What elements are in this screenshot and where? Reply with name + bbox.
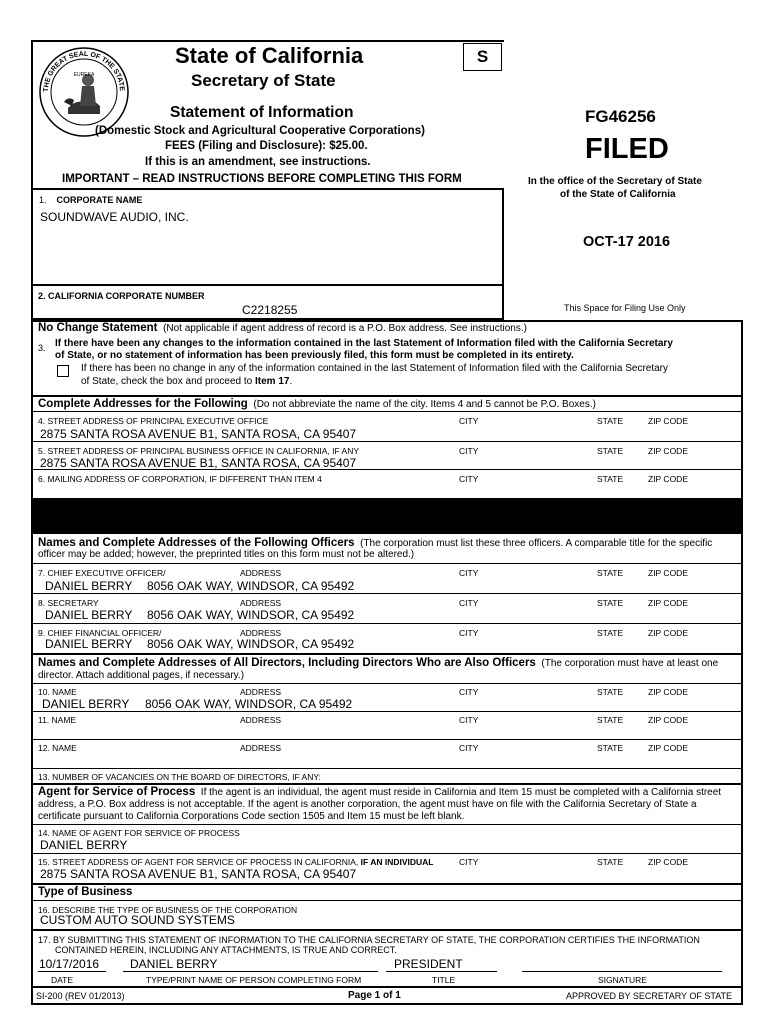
item12-zip-label: ZIP CODE (648, 743, 688, 753)
item7-address-label: ADDRESS (240, 568, 282, 578)
item9-label: 9. CHIEF FINANCIAL OFFICER/ (38, 628, 162, 638)
item15-label (38, 857, 434, 867)
officers-note-2: officer may be added; however, the preprinted titles on this form must not be altered.) (38, 549, 415, 560)
directors-note-1: (The corporation must have at least one (541, 658, 719, 669)
item15-label-bold: IF AN INDIVIDUAL (360, 857, 434, 867)
no-change-checkbox[interactable] (57, 365, 69, 377)
item9-address: 8056 OAK WAY, WINDSOR, CA 95492 (147, 637, 355, 651)
item7-city-label: CITY (459, 568, 479, 578)
item8-address-label: ADDRESS (240, 598, 282, 608)
item14-label: 14. NAME OF AGENT FOR SERVICE OF PROCESS (38, 828, 240, 838)
rule-12-top (31, 739, 743, 740)
date-label: DATE (51, 975, 74, 985)
item9-name: DANIEL BERRY (45, 637, 133, 651)
rule-10-top (31, 683, 743, 684)
item5-value: 2875 SANTA ROSA AVENUE B1, SANTA ROSA, CA 95407 (40, 456, 357, 470)
item4-state-label: STATE (597, 416, 624, 426)
item7-label: 7. CHIEF EXECUTIVE OFFICER/ (38, 568, 166, 578)
rule-8-top (31, 593, 743, 594)
item12-city-label: CITY (459, 743, 479, 753)
no-change-title: No Change Statement (38, 322, 158, 334)
addresses-header (38, 398, 596, 410)
item1-label (39, 195, 142, 205)
item10-address: 8056 OAK WAY, WINDSOR, CA 95492 (145, 697, 353, 711)
statement-title: Statement of Information (170, 104, 354, 121)
signature-name-value: DANIEL BERRY (130, 957, 218, 971)
item15-value: 2875 SANTA ROSA AVENUE B1, SANTA ROSA, CA 95407 (40, 867, 357, 881)
statement-subtitle: (Domestic Stock and Agricultural Cooperative Corporations) (95, 125, 425, 137)
item3-check-2c: . (289, 376, 293, 387)
no-change-header (38, 322, 527, 334)
item9-zip-label: ZIP CODE (648, 628, 688, 638)
item17-text-1: 17. BY SUBMITTING THIS STATEMENT OF INFORMATION TO THE CALIFORNIA SECRETARY OF STATE, THE CORPORATION CERTIFIES THE INFORMATION (38, 935, 700, 945)
item10-city-label: CITY (459, 687, 479, 697)
item15-zip-label: ZIP CODE (648, 857, 688, 867)
item10-name: DANIEL BERRY (42, 697, 130, 711)
business-title: Type of Business (38, 886, 133, 898)
item9-address-label: ADDRESS (240, 628, 282, 638)
item3-text-1: If there have been any changes to the information contained in the last Statement of Information filed with the California Secretary (55, 338, 673, 349)
item13-label: 13. NUMBER OF VACANCIES ON THE BOARD OF DIRECTORS, IF ANY: (38, 772, 321, 782)
item2-label: 2. CALIFORNIA CORPORATE NUMBER (38, 291, 205, 301)
rule-agent-top (31, 783, 743, 785)
name-underline (123, 971, 378, 972)
item12-address-label: ADDRESS (240, 743, 282, 753)
form-id: SI-200 (REV 01/2013) (36, 991, 125, 1001)
addresses-title: Complete Addresses for the Following (38, 398, 248, 410)
item5-zip-label: ZIP CODE (648, 446, 688, 456)
item16-value: CUSTOM AUTO SOUND SYSTEMS (40, 913, 235, 927)
signature-title-value: PRESIDENT (394, 957, 463, 971)
rule-15-top (31, 853, 743, 854)
item3-text-2: of State, or no statement of information has been previously filed, this form must be completed in its entirety. (55, 350, 574, 361)
seal-motto: EUREKA (73, 72, 95, 78)
item8-address: 8056 OAK WAY, WINDSOR, CA 95492 (147, 608, 355, 622)
name-label: TYPE/PRINT NAME OF PERSON COMPLETING FORM (146, 975, 362, 985)
corporate-number-value: C2218255 (242, 303, 298, 317)
item4-city-label: CITY (459, 416, 479, 426)
filing-office: In the office of the Secretary of State (528, 176, 702, 187)
item7-zip-label: ZIP CODE (648, 568, 688, 578)
filing-status: FILED (585, 133, 669, 165)
officers-note-1: (The corporation must list these three officers. A comparable title for the specific (360, 538, 713, 549)
form-title: State of California (175, 43, 364, 68)
item6-label: 6. MAILING ADDRESS OF CORPORATION, IF DIFFERENT THAN ITEM 4 (38, 474, 322, 484)
addresses-note: (Do not abbreviate the name of the city. Items 4 and 5 cannot be P.O. Boxes.) (253, 399, 596, 410)
no-change-note: (Not applicable if agent address of record is a P.O. Box address. See instructions.) (163, 323, 527, 334)
item15-state-label: STATE (597, 857, 624, 867)
rule-4-top (31, 411, 743, 412)
corporate-name-value: SOUNDWAVE AUDIO, INC. (40, 210, 189, 224)
item11-label: 11. NAME (38, 715, 77, 725)
agent-header (38, 786, 721, 798)
item11-city-label: CITY (459, 715, 479, 725)
item4-label: 4. STREET ADDRESS OF PRINCIPAL EXECUTIVE OFFICE (38, 416, 269, 426)
item8-label: 8. SECRETARY (38, 598, 99, 608)
item3-check-text-1: If there has been no change in any of the information contained in the last Statement of Information filed with the California Secretary (81, 363, 669, 374)
item12-state-label: STATE (597, 743, 624, 753)
rule-13-top (31, 768, 743, 769)
rule-footer-top (31, 986, 743, 988)
agent-title: Agent for Service of Process (38, 786, 196, 798)
title-underline (386, 971, 497, 972)
item15-label-text: 15. STREET ADDRESS OF AGENT FOR SERVICE OF PROCESS IN CALIFORNIA, (38, 857, 361, 867)
rule-14-top (31, 824, 743, 825)
rule-addresses-top (31, 395, 743, 397)
item10-zip-label: ZIP CODE (648, 687, 688, 697)
officers-title: Names and Complete Addresses of the Following Officers (38, 537, 355, 549)
rule-business-top (31, 883, 743, 885)
item1-label-text: CORPORATE NAME (56, 195, 143, 205)
signature-line[interactable] (522, 971, 722, 972)
seal-text: THE GREAT SEAL OF THE STATE (42, 50, 126, 93)
item17-text-2: CONTAINED HEREIN, INCLUDING ANY ATTACHMENTS, IS TRUE AND CORRECT. (55, 945, 397, 955)
rule-11-top (31, 711, 743, 712)
item11-zip-label: ZIP CODE (648, 715, 688, 725)
item8-city-label: CITY (459, 598, 479, 608)
item3-check-2a: of State, check the box and proceed to (81, 376, 256, 387)
item10-address-label: ADDRESS (240, 687, 282, 697)
fees-text: FEES (Filing and Disclosure): $25.00. (165, 140, 368, 152)
officers-header (38, 537, 712, 549)
item10-label: 10. NAME (38, 687, 77, 697)
rule-6-top (31, 469, 743, 470)
important-text: IMPORTANT – READ INSTRUCTIONS BEFORE COMPLETING THIS FORM (62, 173, 462, 185)
agent-text-1: If the agent is an individual, the agent must reside in California and Item 15 must be completed with a California street (200, 787, 722, 798)
item3-num: 3. (38, 343, 46, 353)
item3-check-text-2 (81, 376, 292, 387)
form-letter: S (476, 47, 489, 66)
page-number: Page 1 of 1 (348, 990, 401, 1001)
item5-city-label: CITY (459, 446, 479, 456)
item5-state-label: STATE (597, 446, 624, 456)
item4-value: 2875 SANTA ROSA AVENUE B1, SANTA ROSA, CA 95407 (40, 427, 357, 441)
date-underline (38, 971, 106, 972)
item14-value: DANIEL BERRY (40, 838, 128, 852)
approved-text: APPROVED BY SECRETARY OF STATE (566, 991, 733, 1001)
item16-label: 16. DESCRIBE THE TYPE OF BUSINESS OF THE CORPORATION (38, 905, 298, 915)
item10-state-label: STATE (597, 687, 624, 697)
directors-header (38, 657, 718, 669)
rule-16-top (31, 900, 743, 901)
rule-5-top (31, 441, 743, 442)
item11-state-label: STATE (597, 715, 624, 725)
item7-address: 8056 OAK WAY, WINDSOR, CA 95492 (147, 579, 355, 593)
filing-date: OCT-17 2016 (583, 234, 671, 250)
rule-9-top (31, 623, 743, 624)
item11-address-label: ADDRESS (240, 715, 282, 725)
filing-number: FG46256 (585, 107, 656, 126)
directors-title: Names and Complete Addresses of All Directors, Including Directors Who are Also Officers (38, 657, 536, 669)
title-label: TITLE (432, 975, 456, 985)
item6-zip-label: ZIP CODE (648, 474, 688, 484)
item5-label: 5. STREET ADDRESS OF PRINCIPAL BUSINESS OFFICE IN CALIFORNIA, IF ANY (38, 446, 360, 456)
signature-label: SIGNATURE (598, 975, 647, 985)
amendment-text: If this is an amendment, see instructions. (145, 156, 371, 168)
form-subtitle: Secretary of State (191, 71, 336, 90)
item8-state-label: STATE (597, 598, 624, 608)
item3-check-2b: Item 17 (255, 376, 290, 387)
header-top-rule (31, 40, 504, 42)
item8-zip-label: ZIP CODE (648, 598, 688, 608)
item8-name: DANIEL BERRY (45, 608, 133, 622)
item15-city-label: CITY (459, 857, 479, 867)
item7-name: DANIEL BERRY (45, 579, 133, 593)
form-letter-box (463, 43, 502, 71)
signature-date-value: 10/17/2016 (39, 957, 100, 971)
rule-7-top (31, 563, 743, 564)
item12-label: 12. NAME (38, 743, 77, 753)
item4-zip-label: ZIP CODE (648, 416, 688, 426)
item9-city-label: CITY (459, 628, 479, 638)
item1-num: 1. (39, 195, 47, 205)
item9-state-label: STATE (597, 628, 624, 638)
directors-note-2: director. Attach additional pages, if necessary.) (38, 670, 245, 681)
redaction-bar (31, 498, 743, 534)
item6-state-label: STATE (597, 474, 624, 484)
item6-city-label: CITY (459, 474, 479, 484)
rule-directors-top (31, 653, 743, 655)
agent-text-3: certificate pursuant to California Corporations Code section 1505 and Item 15 must be left blank. (38, 811, 465, 822)
filing-office-2: of the State of California (560, 189, 676, 200)
filing-space-note: This Space for Filing Use Only (564, 303, 686, 313)
item7-state-label: STATE (597, 568, 624, 578)
rule-17-top (31, 929, 743, 931)
agent-text-2: address, a P.O. Box address is not acceptable. If the agent is another corporation, the agent must have on file with the California Secretary of State a (38, 799, 697, 810)
